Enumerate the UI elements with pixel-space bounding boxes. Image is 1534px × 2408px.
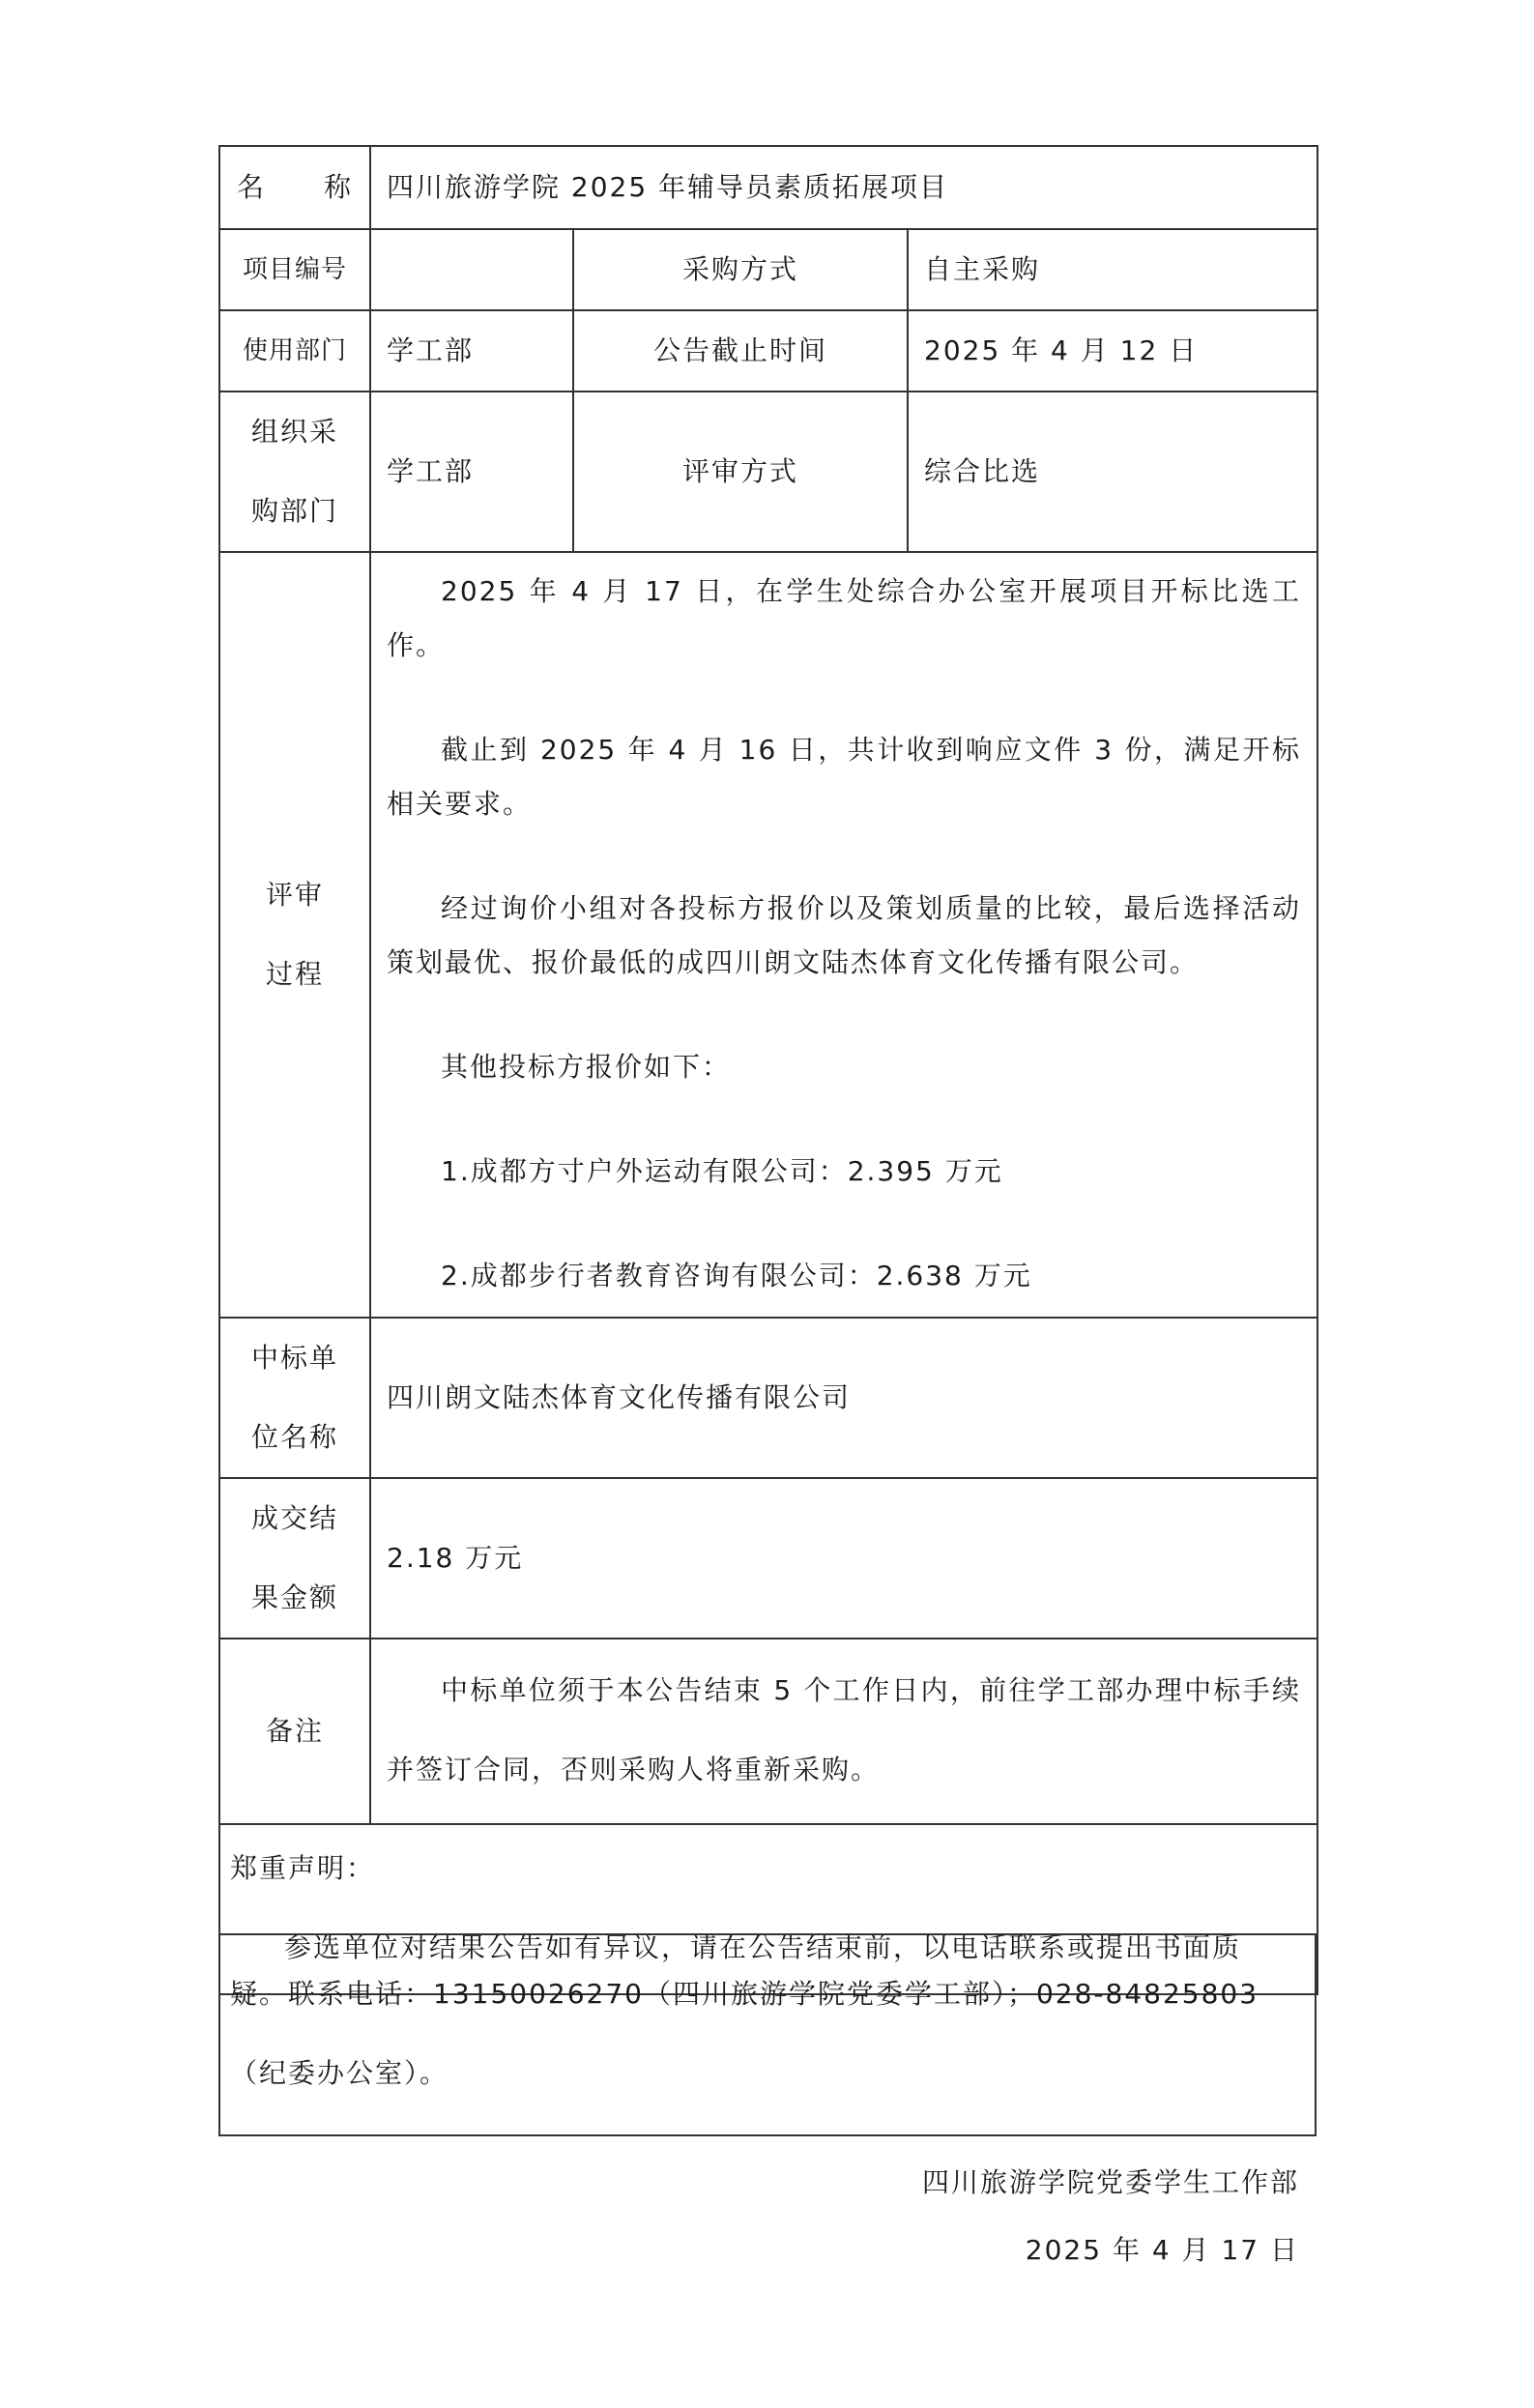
dept-value: 学工部: [370, 310, 573, 392]
announcement-table: [218, 145, 1318, 1995]
row-org-dept: [219, 392, 1317, 552]
footer-date: 2025 年 4 月 17 日: [1025, 2234, 1299, 2266]
review-paragraph-1: 2025 年 4 月 17 日，在学生处综合办公室开展项目开标比选工作。: [387, 575, 1302, 661]
continuation-text: 疑。联系电话：13150026270（四川旅游学院党委学工部）；028-84825803（纪委办公室）。: [219, 1934, 1316, 2135]
review-process-content: [370, 552, 1317, 1318]
row-winner: [219, 1318, 1317, 1478]
continuation-table: [218, 1933, 1317, 2136]
org-dept-label-line2: 购部门: [250, 495, 338, 527]
name-value: 四川旅游学院 2025 年辅导员素质拓展项目: [370, 146, 1317, 229]
review-bid-item-2: 2.成都步行者教育咨询有限公司：2.638 万元: [441, 1260, 1032, 1291]
org-dept-value: 学工部: [370, 392, 573, 552]
row-review-process: [219, 552, 1317, 1318]
name-label: 名 称: [219, 146, 370, 229]
amount-label-line2: 果金额: [250, 1581, 338, 1613]
review-label-line2: 过程: [265, 958, 324, 990]
remark-value: [370, 1639, 1317, 1824]
declaration-title: 郑重声明：: [230, 1852, 376, 1884]
row-name: [219, 146, 1317, 229]
project-no-value: [370, 229, 573, 310]
review-label-line1: 评审: [265, 879, 324, 911]
row-remark: [219, 1639, 1317, 1824]
remark-text: 中标单位须于本公告结束 5 个工作日内，前往学工部办理中标手续并签订合同，否则采购人将重新采购。: [387, 1674, 1302, 1785]
winner-value: 四川朗文陆杰体育文化传播有限公司: [370, 1318, 1317, 1478]
declaration-text: 参选单位对结果公告如有异议，请在公告结束前，以电话联系或提出书面质: [284, 1931, 1242, 1963]
deadline-label: 公告截止时间: [573, 310, 908, 392]
org-dept-label-line1: 组织采: [250, 416, 338, 448]
winner-label-line2: 位名称: [250, 1421, 338, 1453]
review-paragraph-4: 其他投标方报价如下：: [441, 1051, 732, 1083]
remark-label: 备注: [219, 1639, 370, 1824]
review-bid-item-1: 1.成都方寸户外运动有限公司：2.395 万元: [441, 1155, 1003, 1187]
review-process-label: [219, 552, 370, 1318]
row-dept: [219, 310, 1317, 392]
row-project-no: [219, 229, 1317, 310]
purchase-method-label: 采购方式: [573, 229, 908, 310]
winner-label: [219, 1318, 370, 1478]
org-dept-label: [219, 392, 370, 552]
dept-label: 使用部门: [219, 310, 370, 392]
review-paragraph-3: 经过询价小组对各投标方报价以及策划质量的比较，最后选择活动策划最优、报价最低的成四川朗文陆杰体育文化传播有限公司。: [387, 892, 1302, 978]
winner-label-line1: 中标单: [250, 1342, 338, 1374]
amount-value: 2.18 万元: [370, 1478, 1317, 1639]
review-method-label: 评审方式: [573, 392, 908, 552]
row-amount: [219, 1478, 1317, 1639]
amount-label: [219, 1478, 370, 1639]
purchase-method-value: 自主采购: [908, 229, 1317, 310]
review-method-value: 综合比选: [908, 392, 1317, 552]
review-paragraph-2: 截止到 2025 年 4 月 16 日，共计收到响应文件 3 份，满足开标相关要求。: [387, 734, 1302, 820]
deadline-value: 2025 年 4 月 12 日: [908, 310, 1317, 392]
amount-label-line1: 成交结: [250, 1502, 338, 1534]
project-no-label: 项目编号: [219, 229, 370, 310]
footer-organization: 四川旅游学院党委学生工作部: [921, 2166, 1299, 2198]
